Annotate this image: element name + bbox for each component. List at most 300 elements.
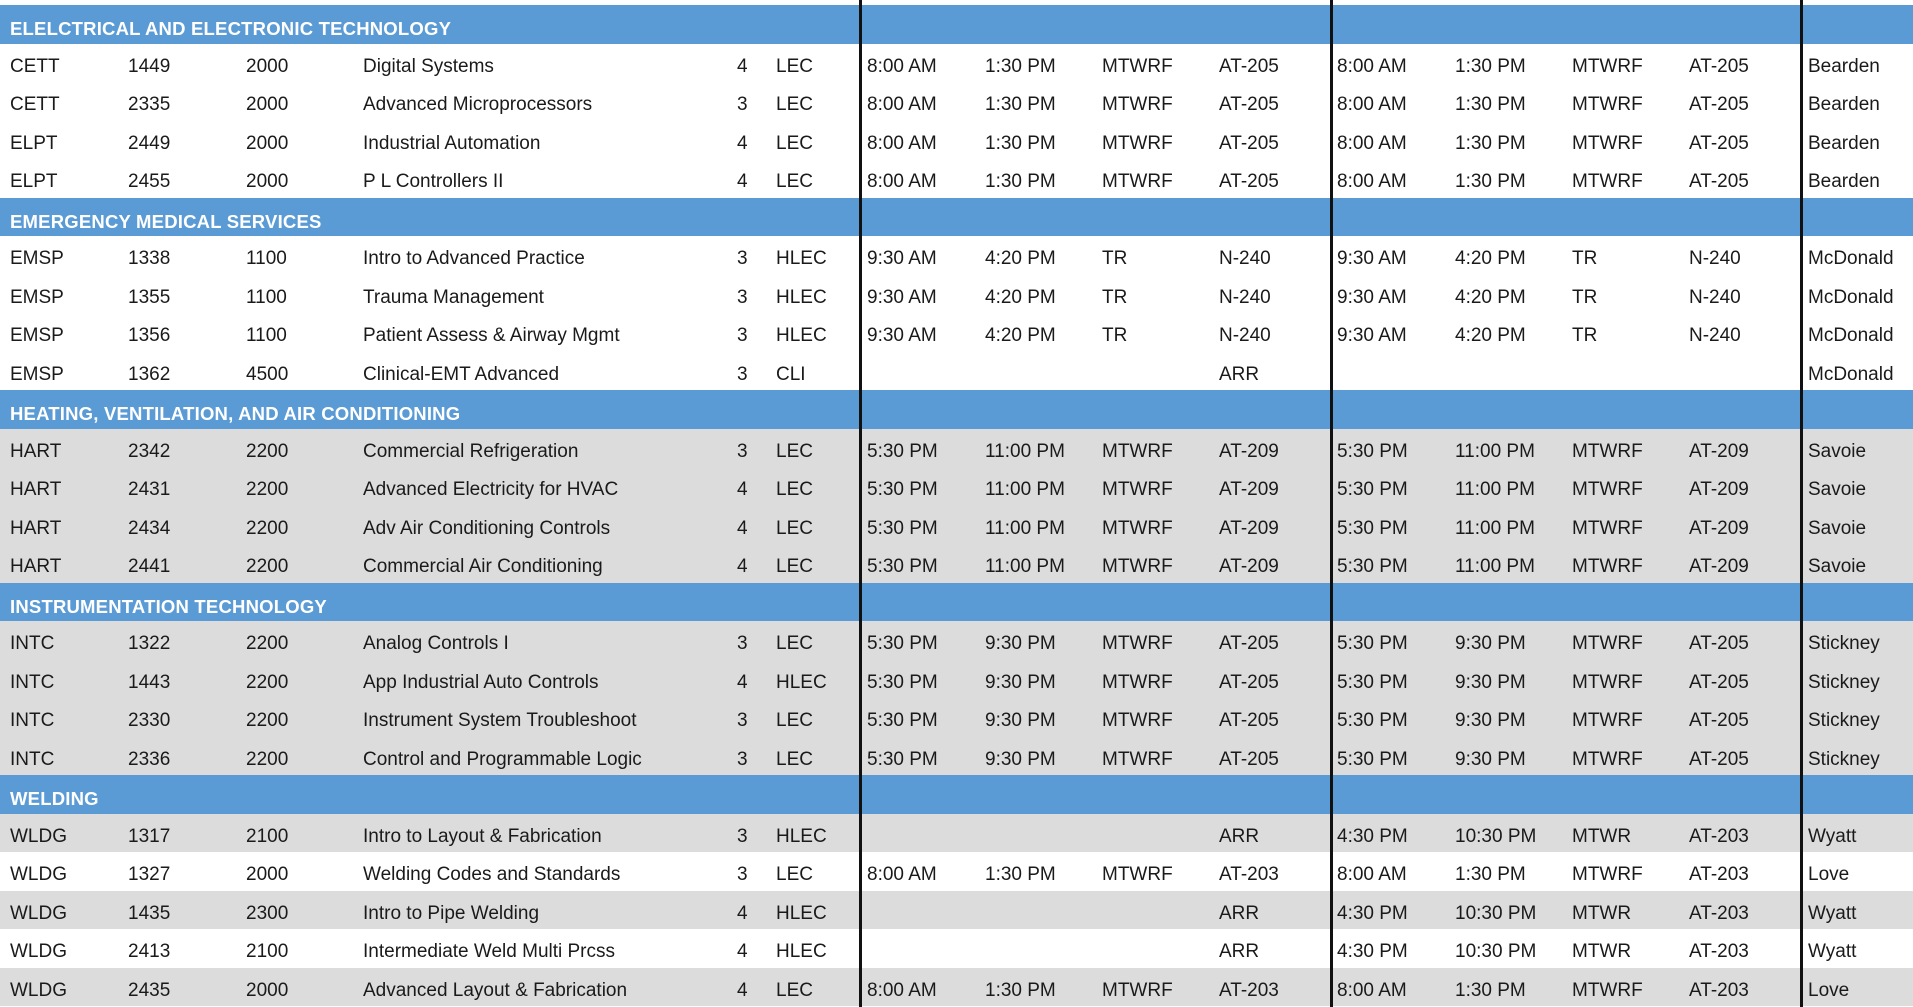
- alt-start-time-cell: 4:30 PM: [1337, 825, 1408, 847]
- course-title-cell: Analog Controls I: [363, 633, 509, 654]
- table-row: [0, 660, 1913, 699]
- instructor-cell: Bearden: [1808, 55, 1880, 77]
- course-title-cell: Advanced Microprocessors: [363, 94, 593, 115]
- day-start-time-cell: 5:30 PM: [867, 556, 938, 577]
- day-days-cell: TR: [1102, 286, 1128, 308]
- alt-days-cell: MTWRF: [1572, 55, 1643, 77]
- course-type-cell: LEC: [776, 979, 813, 1001]
- alt-days-cell: MTWRF: [1572, 633, 1643, 654]
- alt-end-time-cell: 11:00 PM: [1455, 517, 1535, 539]
- course-title-cell: Patient Assess & Airway Mgmt: [363, 325, 620, 346]
- alt-room-cell: AT-203: [1689, 979, 1749, 1001]
- day-start-time-cell: 5:30 PM: [867, 710, 938, 731]
- table-row: [0, 852, 1913, 891]
- day-days-cell: TR: [1102, 325, 1128, 346]
- subject-cell: EMSP: [10, 248, 64, 269]
- alt-room-cell: N-240: [1689, 325, 1741, 346]
- section-cell: 2200: [246, 748, 289, 770]
- alt-days-cell: MTWRF: [1572, 556, 1643, 577]
- credit-hours-cell: 3: [737, 748, 748, 770]
- day-end-time-cell: 1:30 PM: [985, 94, 1056, 115]
- subject-cell: WLDG: [10, 902, 67, 924]
- day-start-time-cell: 8:00 AM: [867, 979, 937, 1001]
- course-title-cell: P L Controllers II: [363, 171, 504, 192]
- alt-start-time-cell: 8:00 AM: [1337, 94, 1407, 115]
- course-type-cell: HLEC: [776, 825, 827, 847]
- subject-cell: INTC: [10, 671, 55, 693]
- course-title-cell: Instrument System Troubleshoot: [363, 710, 637, 731]
- alt-end-time-cell: 4:20 PM: [1455, 286, 1526, 308]
- day-days-cell: MTWRF: [1102, 979, 1173, 1001]
- table-row: [0, 814, 1913, 853]
- section-header: [0, 583, 1913, 622]
- alt-start-time-cell: 8:00 AM: [1337, 132, 1407, 154]
- alt-days-cell: MTWRF: [1572, 440, 1643, 462]
- day-start-time-cell: 5:30 PM: [867, 440, 938, 462]
- alt-start-time-cell: 5:30 PM: [1337, 556, 1408, 577]
- table-row: [0, 891, 1913, 930]
- credit-hours-cell: 4: [737, 902, 748, 924]
- alt-room-cell: AT-203: [1689, 941, 1749, 962]
- day-room-cell: AT-209: [1219, 556, 1279, 577]
- day-start-time-cell: 5:30 PM: [867, 517, 938, 539]
- section-cell: 2000: [246, 171, 289, 192]
- course-title-cell: Intro to Advanced Practice: [363, 248, 585, 269]
- alt-start-time-cell: 5:30 PM: [1337, 517, 1408, 539]
- credit-hours-cell: 3: [737, 94, 748, 115]
- credit-hours-cell: 3: [737, 440, 748, 462]
- table-row: [0, 275, 1913, 314]
- course-title-cell: Intro to Layout & Fabrication: [363, 825, 602, 847]
- alt-end-time-cell: 10:30 PM: [1455, 825, 1537, 847]
- subject-cell: CETT: [10, 55, 60, 77]
- table-row: [0, 544, 1913, 583]
- table-row: [0, 313, 1913, 352]
- day-start-time-cell: 8:00 AM: [867, 94, 937, 115]
- course-schedule-sheet: [0, 5, 1913, 1006]
- alt-room-cell: AT-209: [1689, 517, 1749, 539]
- alt-start-time-cell: 9:30 AM: [1337, 286, 1407, 308]
- course-number-cell: 1317: [128, 825, 171, 847]
- credit-hours-cell: 3: [737, 325, 748, 346]
- day-room-cell: AT-205: [1219, 171, 1279, 192]
- alt-end-time-cell: 1:30 PM: [1455, 55, 1526, 77]
- day-days-cell: MTWRF: [1102, 171, 1173, 192]
- subject-cell: EMSP: [10, 325, 64, 346]
- course-number-cell: 2413: [128, 941, 171, 962]
- section-cell: 2200: [246, 710, 289, 731]
- alt-start-time-cell: 5:30 PM: [1337, 671, 1408, 693]
- course-title-cell: Intermediate Weld Multi Prcss: [363, 941, 616, 962]
- day-days-cell: MTWRF: [1102, 440, 1173, 462]
- alt-room-cell: AT-205: [1689, 94, 1749, 115]
- course-number-cell: 2455: [128, 171, 171, 192]
- day-start-time-cell: 8:00 AM: [867, 171, 937, 192]
- day-end-time-cell: 4:20 PM: [985, 286, 1056, 308]
- alt-start-time-cell: 4:30 PM: [1337, 902, 1408, 924]
- alt-end-time-cell: 1:30 PM: [1455, 979, 1526, 1001]
- table-row: [0, 506, 1913, 545]
- section-cell: 2200: [246, 556, 289, 577]
- day-days-cell: MTWRF: [1102, 94, 1173, 115]
- day-room-cell: AT-205: [1219, 710, 1279, 731]
- instructor-cell: Stickney: [1808, 748, 1880, 770]
- table-row: [0, 698, 1913, 737]
- credit-hours-cell: 4: [737, 132, 748, 154]
- table-row: [0, 82, 1913, 121]
- day-start-time-cell: 9:30 AM: [867, 286, 937, 308]
- alt-days-cell: MTWRF: [1572, 979, 1643, 1001]
- course-title-cell: Advanced Electricity for HVAC: [363, 479, 619, 500]
- day-end-time-cell: 11:00 PM: [985, 440, 1065, 462]
- course-number-cell: 2441: [128, 556, 171, 577]
- day-days-cell: MTWRF: [1102, 132, 1173, 154]
- subject-cell: INTC: [10, 710, 55, 731]
- alt-start-time-cell: 9:30 AM: [1337, 248, 1407, 269]
- course-type-cell: HLEC: [776, 902, 827, 924]
- day-start-time-cell: 9:30 AM: [867, 248, 937, 269]
- column-divider: [1330, 0, 1333, 1007]
- course-number-cell: 2336: [128, 748, 171, 770]
- alt-days-cell: MTWRF: [1572, 864, 1643, 885]
- section-cell: 2200: [246, 633, 289, 654]
- course-number-cell: 2435: [128, 979, 171, 1001]
- subject-cell: HART: [10, 556, 62, 577]
- alt-days-cell: MTWRF: [1572, 710, 1643, 731]
- course-type-cell: LEC: [776, 94, 813, 115]
- course-number-cell: 2434: [128, 517, 171, 539]
- alt-end-time-cell: 4:20 PM: [1455, 325, 1526, 346]
- course-number-cell: 2335: [128, 94, 171, 115]
- course-title-cell: App Industrial Auto Controls: [363, 671, 599, 693]
- alt-start-time-cell: 5:30 PM: [1337, 440, 1408, 462]
- instructor-cell: Savoie: [1808, 479, 1867, 500]
- credit-hours-cell: 4: [737, 517, 748, 539]
- subject-cell: INTC: [10, 748, 55, 770]
- credit-hours-cell: 3: [737, 864, 748, 885]
- section-cell: 2100: [246, 825, 289, 847]
- day-end-time-cell: 9:30 PM: [985, 710, 1056, 731]
- course-type-cell: LEC: [776, 633, 813, 654]
- credit-hours-cell: 3: [737, 286, 748, 308]
- section-header: [0, 198, 1913, 237]
- day-end-time-cell: 9:30 PM: [985, 633, 1056, 654]
- alt-room-cell: AT-209: [1689, 479, 1749, 500]
- alt-end-time-cell: 10:30 PM: [1455, 902, 1537, 924]
- alt-end-time-cell: 1:30 PM: [1455, 171, 1526, 192]
- course-type-cell: HLEC: [776, 325, 827, 346]
- course-type-cell: HLEC: [776, 941, 827, 962]
- day-days-cell: MTWRF: [1102, 517, 1173, 539]
- alt-days-cell: MTWRF: [1572, 671, 1643, 693]
- subject-cell: HART: [10, 479, 62, 500]
- course-title-cell: Adv Air Conditioning Controls: [363, 517, 611, 539]
- alt-end-time-cell: 4:20 PM: [1455, 248, 1526, 269]
- section-title: ELELCTRICAL AND ELECTRONIC TECHNOLOGY: [10, 18, 452, 39]
- course-number-cell: 1356: [128, 325, 171, 346]
- instructor-cell: McDonald: [1808, 325, 1894, 346]
- course-type-cell: LEC: [776, 517, 813, 539]
- course-number-cell: 1362: [128, 363, 171, 385]
- instructor-cell: McDonald: [1808, 286, 1894, 308]
- course-type-cell: LEC: [776, 171, 813, 192]
- credit-hours-cell: 3: [737, 825, 748, 847]
- subject-cell: EMSP: [10, 286, 64, 308]
- section-header: [0, 5, 1913, 44]
- alt-start-time-cell: 5:30 PM: [1337, 710, 1408, 731]
- alt-end-time-cell: 1:30 PM: [1455, 864, 1526, 885]
- section-cell: 2200: [246, 517, 289, 539]
- course-type-cell: LEC: [776, 55, 813, 77]
- day-room-cell: ARR: [1219, 941, 1260, 962]
- course-number-cell: 1449: [128, 55, 171, 77]
- alt-room-cell: AT-205: [1689, 748, 1749, 770]
- alt-end-time-cell: 1:30 PM: [1455, 94, 1526, 115]
- subject-cell: WLDG: [10, 941, 67, 962]
- day-end-time-cell: 4:20 PM: [985, 325, 1056, 346]
- alt-days-cell: TR: [1572, 286, 1598, 308]
- day-start-time-cell: 5:30 PM: [867, 671, 938, 693]
- course-number-cell: 1338: [128, 248, 171, 269]
- section-cell: 2300: [246, 902, 289, 924]
- day-room-cell: AT-205: [1219, 55, 1279, 77]
- credit-hours-cell: 4: [737, 556, 748, 577]
- course-type-cell: HLEC: [776, 286, 827, 308]
- credit-hours-cell: 4: [737, 55, 748, 77]
- alt-end-time-cell: 11:00 PM: [1455, 479, 1535, 500]
- alt-room-cell: AT-203: [1689, 902, 1749, 924]
- section-cell: 2000: [246, 55, 289, 77]
- section-cell: 4500: [246, 363, 289, 385]
- section-cell: 2100: [246, 941, 289, 962]
- day-start-time-cell: 8:00 AM: [867, 864, 937, 885]
- subject-cell: ELPT: [10, 171, 58, 192]
- day-end-time-cell: 11:00 PM: [985, 556, 1065, 577]
- day-end-time-cell: 1:30 PM: [985, 55, 1056, 77]
- section-cell: 2000: [246, 94, 289, 115]
- section-title: EMERGENCY MEDICAL SERVICES: [10, 210, 322, 232]
- day-room-cell: ARR: [1219, 363, 1260, 385]
- course-number-cell: 2342: [128, 440, 171, 462]
- course-title-cell: Industrial Automation: [363, 132, 541, 154]
- alt-room-cell: AT-205: [1689, 171, 1749, 192]
- instructor-cell: Savoie: [1808, 517, 1867, 539]
- table-row: [0, 467, 1913, 506]
- section-cell: 2000: [246, 979, 289, 1001]
- day-room-cell: AT-205: [1219, 633, 1279, 654]
- alt-start-time-cell: 4:30 PM: [1337, 941, 1408, 962]
- instructor-cell: Love: [1808, 979, 1850, 1001]
- day-room-cell: AT-205: [1219, 94, 1279, 115]
- course-type-cell: HLEC: [776, 671, 827, 693]
- day-days-cell: MTWRF: [1102, 633, 1173, 654]
- section-title: INSTRUMENTATION TECHNOLOGY: [10, 595, 327, 617]
- alt-room-cell: AT-205: [1689, 710, 1749, 731]
- day-days-cell: MTWRF: [1102, 671, 1173, 693]
- day-days-cell: MTWRF: [1102, 55, 1173, 77]
- day-days-cell: MTWRF: [1102, 479, 1173, 500]
- instructor-cell: McDonald: [1808, 248, 1894, 269]
- course-title-cell: Control and Programmable Logic: [363, 748, 642, 770]
- day-end-time-cell: 1:30 PM: [985, 171, 1056, 192]
- day-start-time-cell: 5:30 PM: [867, 479, 938, 500]
- alt-start-time-cell: 8:00 AM: [1337, 979, 1407, 1001]
- table-row: [0, 737, 1913, 776]
- credit-hours-cell: 4: [737, 171, 748, 192]
- day-start-time-cell: 8:00 AM: [867, 55, 937, 77]
- day-room-cell: ARR: [1219, 825, 1260, 847]
- day-room-cell: AT-205: [1219, 132, 1279, 154]
- alt-end-time-cell: 11:00 PM: [1455, 440, 1535, 462]
- credit-hours-cell: 4: [737, 941, 748, 962]
- table-row: [0, 44, 1913, 83]
- course-type-cell: LEC: [776, 748, 813, 770]
- course-type-cell: LEC: [776, 132, 813, 154]
- day-room-cell: AT-205: [1219, 748, 1279, 770]
- credit-hours-cell: 4: [737, 479, 748, 500]
- course-number-cell: 1322: [128, 633, 171, 654]
- day-room-cell: AT-209: [1219, 440, 1279, 462]
- course-number-cell: 1355: [128, 286, 171, 308]
- day-room-cell: AT-209: [1219, 479, 1279, 500]
- subject-cell: WLDG: [10, 864, 67, 885]
- table-row: [0, 236, 1913, 275]
- instructor-cell: McDonald: [1808, 363, 1894, 385]
- alt-start-time-cell: 8:00 AM: [1337, 55, 1407, 77]
- subject-cell: WLDG: [10, 979, 67, 1001]
- credit-hours-cell: 3: [737, 248, 748, 269]
- subject-cell: CETT: [10, 94, 60, 115]
- table-row: [0, 929, 1913, 968]
- section-cell: 2200: [246, 671, 289, 693]
- alt-room-cell: AT-209: [1689, 556, 1749, 577]
- alt-days-cell: TR: [1572, 248, 1598, 269]
- section-title: WELDING: [10, 788, 99, 809]
- course-number-cell: 2330: [128, 710, 171, 731]
- alt-start-time-cell: 5:30 PM: [1337, 748, 1408, 770]
- credit-hours-cell: 3: [737, 710, 748, 731]
- credit-hours-cell: 4: [737, 979, 748, 1001]
- section-cell: 2000: [246, 864, 289, 885]
- alt-end-time-cell: 9:30 PM: [1455, 748, 1526, 770]
- course-title-cell: Welding Codes and Standards: [363, 864, 621, 885]
- alt-end-time-cell: 9:30 PM: [1455, 633, 1526, 654]
- day-room-cell: AT-203: [1219, 979, 1279, 1001]
- instructor-cell: Savoie: [1808, 556, 1867, 577]
- day-room-cell: AT-205: [1219, 671, 1279, 693]
- alt-days-cell: TR: [1572, 325, 1598, 346]
- day-days-cell: MTWRF: [1102, 864, 1173, 885]
- alt-end-time-cell: 10:30 PM: [1455, 941, 1537, 962]
- section-cell: 1100: [246, 248, 287, 269]
- alt-days-cell: MTWRF: [1572, 132, 1643, 154]
- course-number-cell: 2449: [128, 132, 171, 154]
- credit-hours-cell: 3: [737, 363, 748, 385]
- day-end-time-cell: 9:30 PM: [985, 671, 1056, 693]
- alt-room-cell: N-240: [1689, 286, 1741, 308]
- day-end-time-cell: 9:30 PM: [985, 748, 1056, 770]
- table-row: [0, 352, 1913, 391]
- course-title-cell: Intro to Pipe Welding: [363, 902, 540, 924]
- course-number-cell: 1435: [128, 902, 171, 924]
- course-title-cell: Commercial Air Conditioning: [363, 556, 603, 577]
- section-cell: 2200: [246, 440, 289, 462]
- alt-days-cell: MTWR: [1572, 902, 1632, 924]
- day-days-cell: MTWRF: [1102, 748, 1173, 770]
- alt-start-time-cell: 5:30 PM: [1337, 479, 1408, 500]
- alt-end-time-cell: 1:30 PM: [1455, 132, 1526, 154]
- alt-room-cell: AT-205: [1689, 132, 1749, 154]
- instructor-cell: Stickney: [1808, 710, 1880, 731]
- alt-start-time-cell: 8:00 AM: [1337, 171, 1407, 192]
- column-divider: [859, 0, 862, 1007]
- alt-room-cell: AT-205: [1689, 633, 1749, 654]
- alt-room-cell: N-240: [1689, 248, 1741, 269]
- day-end-time-cell: 4:20 PM: [985, 248, 1056, 269]
- table-row: [0, 968, 1913, 1007]
- day-start-time-cell: 8:00 AM: [867, 132, 937, 154]
- table-row: [0, 621, 1913, 660]
- day-room-cell: ARR: [1219, 902, 1260, 924]
- course-title-cell: Commercial Refrigeration: [363, 440, 579, 462]
- instructor-cell: Bearden: [1808, 94, 1880, 115]
- alt-end-time-cell: 11:00 PM: [1455, 556, 1535, 577]
- day-start-time-cell: 9:30 AM: [867, 325, 937, 346]
- instructor-cell: Love: [1808, 864, 1850, 885]
- instructor-cell: Bearden: [1808, 132, 1880, 154]
- day-end-time-cell: 1:30 PM: [985, 132, 1056, 154]
- course-type-cell: LEC: [776, 556, 813, 577]
- alt-start-time-cell: 8:00 AM: [1337, 864, 1407, 885]
- instructor-cell: Stickney: [1808, 671, 1880, 693]
- day-start-time-cell: 5:30 PM: [867, 748, 938, 770]
- course-number-cell: 2431: [128, 479, 171, 500]
- day-end-time-cell: 1:30 PM: [985, 864, 1056, 885]
- section-cell: 1100: [246, 325, 287, 346]
- instructor-cell: Savoie: [1808, 440, 1867, 462]
- alt-days-cell: MTWRF: [1572, 748, 1643, 770]
- alt-days-cell: MTWRF: [1572, 517, 1643, 539]
- day-room-cell: N-240: [1219, 325, 1271, 346]
- subject-cell: INTC: [10, 633, 55, 654]
- day-days-cell: MTWRF: [1102, 710, 1173, 731]
- alt-room-cell: AT-209: [1689, 440, 1749, 462]
- credit-hours-cell: 4: [737, 671, 748, 693]
- alt-days-cell: MTWRF: [1572, 479, 1643, 500]
- course-type-cell: LEC: [776, 440, 813, 462]
- section-cell: 1100: [246, 286, 287, 308]
- alt-end-time-cell: 9:30 PM: [1455, 671, 1526, 693]
- day-end-time-cell: 1:30 PM: [985, 979, 1056, 1001]
- instructor-cell: Wyatt: [1808, 902, 1857, 924]
- table-row: [0, 429, 1913, 468]
- section-cell: 2000: [246, 132, 289, 154]
- section-cell: 2200: [246, 479, 289, 500]
- instructor-cell: Stickney: [1808, 633, 1880, 654]
- alt-days-cell: MTWRF: [1572, 171, 1643, 192]
- day-room-cell: AT-203: [1219, 864, 1279, 885]
- day-end-time-cell: 11:00 PM: [985, 479, 1065, 500]
- course-type-cell: LEC: [776, 710, 813, 731]
- instructor-cell: Wyatt: [1808, 825, 1857, 847]
- alt-start-time-cell: 5:30 PM: [1337, 633, 1408, 654]
- table-row: [0, 159, 1913, 198]
- subject-cell: WLDG: [10, 825, 67, 847]
- subject-cell: HART: [10, 517, 62, 539]
- day-days-cell: MTWRF: [1102, 556, 1173, 577]
- course-title-cell: Clinical-EMT Advanced: [363, 363, 560, 385]
- alt-days-cell: MTWR: [1572, 825, 1632, 847]
